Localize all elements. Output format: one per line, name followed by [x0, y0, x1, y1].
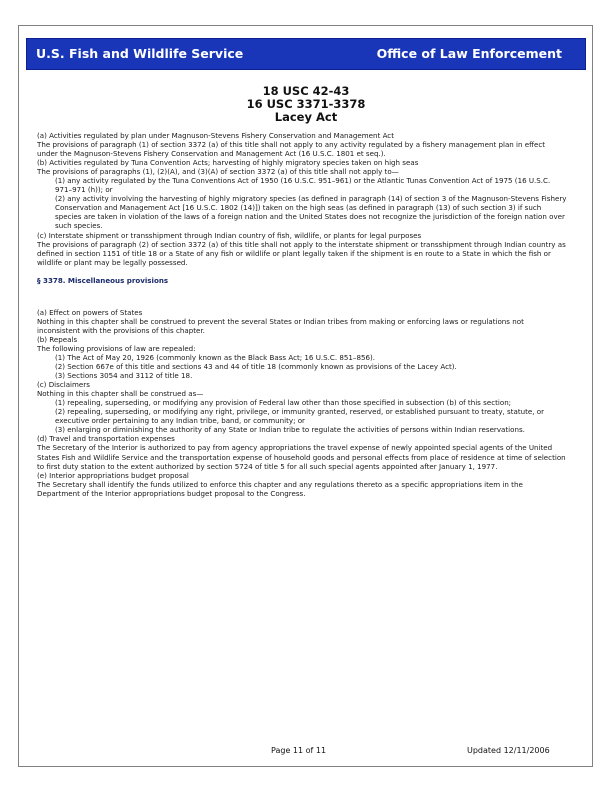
paragraph: The Secretary of the Interior is authorized to pay from agency appropriations the travel expense of newly appointed special agents of the United States Fish and Wildlife Service and the transportation expense of household goods and personal effects from place of residence at time of selection to first duty station to the extent authorized by section 5724 of title 5 for all such special agents appointed after January 1, 1977.: [37, 443, 566, 471]
document-body: [37, 131, 567, 498]
list-item: (2) Section 667e of this title and sections 43 and 44 of title 18 (commonly known as provisions of the Lacey Act).: [55, 362, 457, 372]
paragraph: Nothing in this chapter shall be construed as—: [37, 389, 204, 399]
list-item: (2) repealing, superseding, or modifying any right, privilege, or immunity granted, reserved, or established pursuant to treaty, statute, or executive order pertaining to any Indian tribe, band, or community; or: [55, 407, 545, 426]
header-banner: [26, 38, 586, 70]
paragraph: The provisions of paragraph (1) of section 3372 (a) of this title shall not apply to any activity regulated by a fishery management plan in effect under the Magnuson-Stevens Fishery Conservation and Management Act (16 U.S.C. 1801 et seq.).: [37, 140, 546, 159]
list-item: (1) any activity regulated by the Tuna Conventions Act of 1950 (16 U.S.C. 951–961) or the Atlantic Tunas Convention Act of 1975 (16 U.S.C. 971–971 (h)); or: [55, 176, 551, 195]
updated-date: Updated 12/11/2006: [467, 746, 550, 755]
list-item: (1) The Act of May 20, 1926 (commonly known as the Black Bass Act; 16 U.S.C. 851–856).: [55, 352, 376, 362]
document-title: [0, 85, 612, 124]
agency-name: U.S. Fish and Wildlife Service: [36, 46, 244, 61]
paragraph: The provisions of paragraph (2) of section 3372 (a) of this title shall not apply to the interstate shipment or transshipment through Indian country as defined in section 1151 of title 18 or a State of any fish or wildlife or plant legally taken if the shipment is en route to a State in which the fish or wildlife or plant may be legally possessed.: [37, 239, 566, 267]
subsection-heading: (c) Interstate shipment or transshipment through Indian country of fish, wildlife, or plants for legal purposes: [37, 230, 422, 240]
title-line-1: 18 USC 42-43: [262, 84, 350, 98]
subsection-heading: (c) Disclaimers: [37, 380, 90, 390]
subsection-heading: (e) Interior appropriations budget proposal: [37, 470, 189, 480]
list-item: (1) repealing, superseding, or modifying any provision of Federal law other than those specified in subsection (b) of this section;: [55, 398, 512, 408]
paragraph: The following provisions of law are repealed:: [37, 343, 196, 353]
subsection-heading: (a) Activities regulated by plan under Magnuson-Stevens Fishery Conservation and Management Act: [37, 131, 394, 140]
paragraph: Nothing in this chapter shall be construed to prevent the several States or Indian tribes from making or enforcing laws or regulations not inconsistent with the provisions of this chapter.: [37, 316, 524, 335]
list-item: (3) Sections 3054 and 3112 of title 18.: [55, 371, 193, 381]
title-line-3: Lacey Act: [274, 110, 338, 124]
section-title: § 3378. Miscellaneous provisions: [37, 275, 169, 285]
office-name: Office of Law Enforcement: [376, 46, 562, 61]
paragraph: The provisions of paragraphs (1), (2)(A), and (3)(A) of section 3372 (a) of this title shall not apply to—: [37, 167, 399, 177]
subsection-heading: (b) Repeals: [37, 334, 78, 344]
subsection-heading: (d) Travel and transportation expenses: [37, 434, 175, 444]
list-item: (3) enlarging or diminishing the authority of any State or Indian tribe to regulate the activities of persons within Indian reservations.: [55, 425, 525, 435]
list-item: (2) any activity involving the harvesting of highly migratory species (as defined in paragraph (14) of section 3 of the Magnuson-Stevens Fishery Conservation and Management Act [16 U.S.C. 1802 (14)]) taken on the high seas (as defined in paragraph (13) of such section 3) if such species are taken in violation of the laws of a foreign nation and the United States does not recognize the jurisdiction of the foreign nation over such species.: [55, 194, 567, 231]
subsection-heading: (b) Activities regulated by Tuna Convention Acts; harvesting of highly migratory species taken on high seas: [37, 158, 419, 168]
title-line-2: 16 USC 3371-3378: [246, 97, 366, 111]
subsection-heading: (a) Effect on powers of States: [37, 307, 143, 317]
page-number: Page 11 of 11: [271, 746, 327, 755]
paragraph: The Secretary shall identify the funds utilized to enforce this chapter and any regulations thereto as a specific appropriations item in the Department of the Interior appropriations budget proposal to the Congress.: [37, 479, 523, 498]
